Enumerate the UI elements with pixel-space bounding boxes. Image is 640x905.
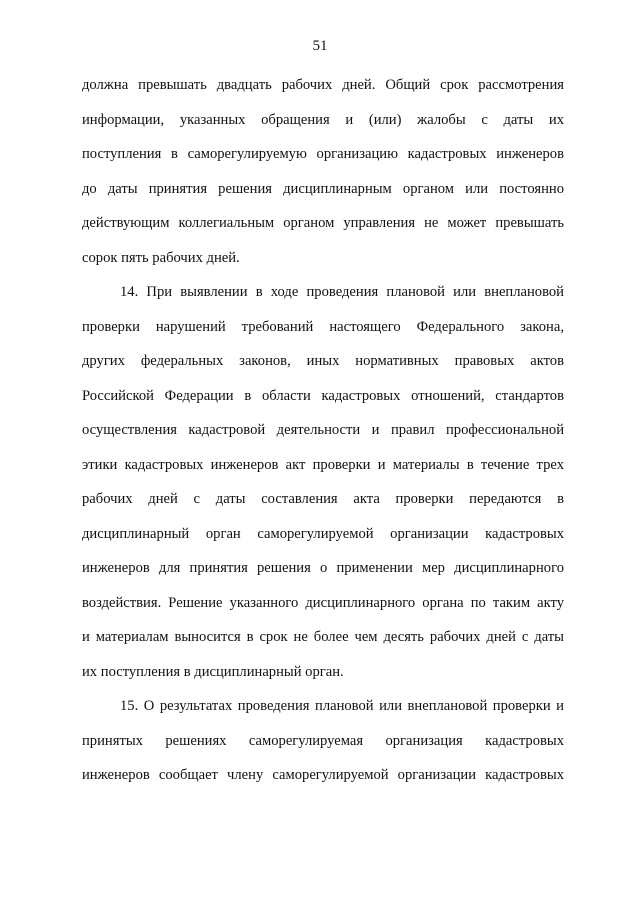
paragraph-line: рабочих дней с даты составления акта проверки передаются в — [82, 491, 564, 507]
paragraph-line: Российской Федерации в области кадастровых отношений, стандартов — [82, 387, 564, 404]
paragraph-line: их поступления в дисциплинарный орган. — [82, 663, 344, 680]
paragraph-line: должна превышать двадцать рабочих дней. Общий срок рассмотрения — [82, 77, 564, 93]
paragraph-15 — [82, 689, 564, 793]
paragraph-line: других федеральных законов, иных нормативных правовых актов — [82, 353, 564, 369]
paragraph-line: поступления в саморегулируемую организацию кадастровых инженеров — [82, 146, 564, 162]
paragraph-line: проверки нарушений требований настоящего Федерального закона, — [82, 318, 564, 335]
paragraph-line: осуществления кадастровой деятельности и правил профессиональной — [82, 422, 564, 438]
paragraph-14 — [82, 275, 564, 689]
paragraph-line: 14. При выявлении в ходе проведения плановой или внеплановой — [120, 284, 564, 300]
paragraph-continuation — [82, 68, 564, 275]
paragraph-line: инженеров для принятия решения о применении мер дисциплинарного — [82, 560, 564, 576]
paragraph-line: инженеров сообщает члену саморегулируемой организации кадастровых — [82, 767, 564, 783]
paragraph-line: до даты принятия решения дисциплинарным органом или постоянно — [82, 180, 564, 197]
paragraph-line: дисциплинарный орган саморегулируемой организации кадастровых — [82, 525, 564, 542]
paragraph-line: действующим коллегиальным органом управления не может превышать — [82, 215, 564, 231]
paragraph-line: 15. О результатах проведения плановой или внеплановой проверки и — [120, 698, 564, 714]
paragraph-line: информации, указанных обращения и (или) жалобы с даты их — [82, 111, 564, 128]
paragraph-line: сорок пять рабочих дней. — [82, 249, 240, 266]
paragraph-line: принятых решениях саморегулируемая организация кадастровых — [82, 732, 564, 749]
paragraph-line: воздействия. Решение указанного дисциплинарного органа по таким акту — [82, 594, 564, 611]
page-number: 51 — [312, 38, 328, 54]
paragraph-line: этики кадастровых инженеров акт проверки и материалы в течение трех — [82, 456, 564, 473]
paragraph-line: и материалам выносится в срок не более чем десять рабочих дней с даты — [82, 629, 564, 645]
